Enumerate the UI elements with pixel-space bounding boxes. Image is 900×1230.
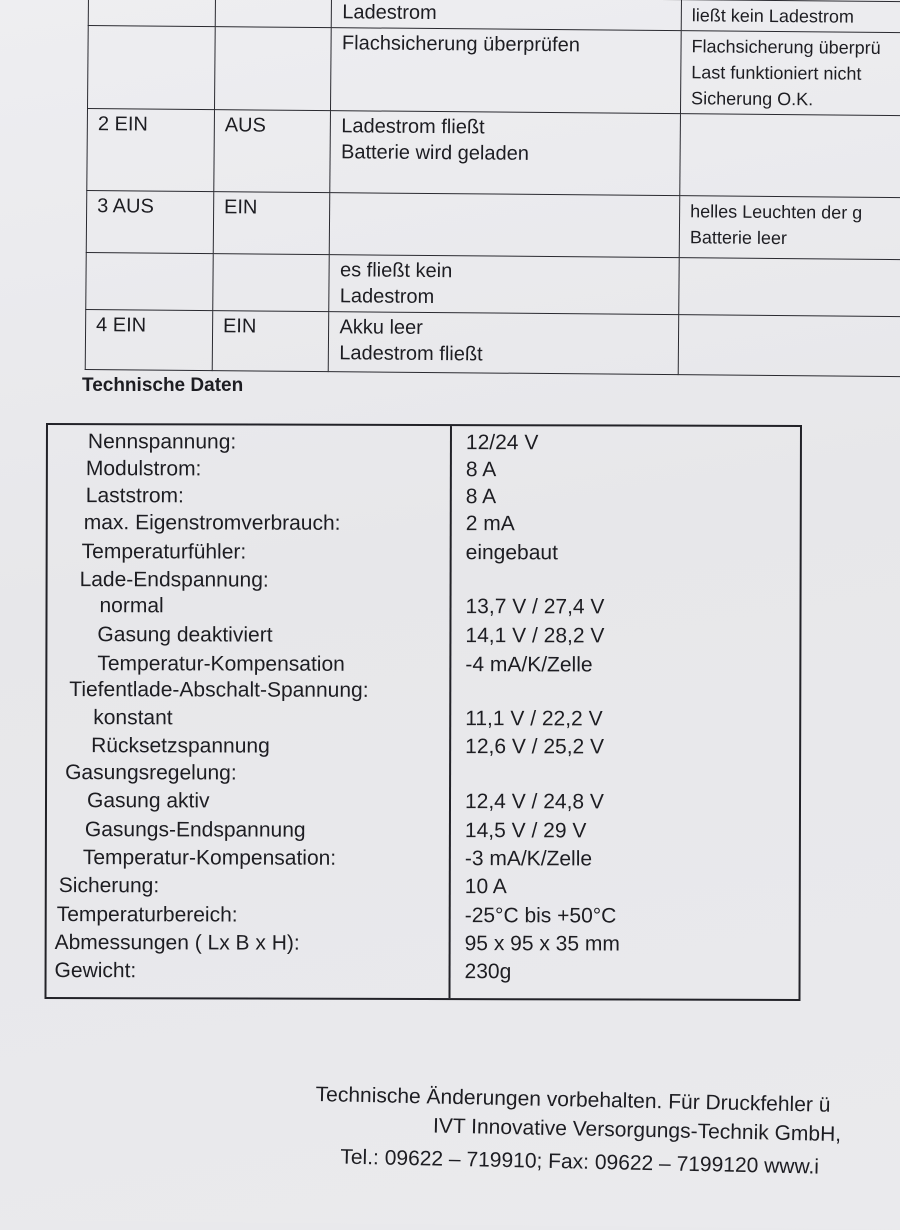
status-table xyxy=(85,0,900,377)
status-cell-line: Batterie wird geladen xyxy=(340,141,530,165)
tech-value: 14,5 V / 29 V xyxy=(464,819,587,843)
status-cell xyxy=(330,111,680,196)
status-cell-line xyxy=(691,116,900,118)
status-cell-line: Sicherung O.K. xyxy=(691,88,814,110)
tech-value: -3 mA/K/Zelle xyxy=(464,847,593,871)
tech-value: 10 A xyxy=(464,875,507,899)
status-cell-line: Ladestrom xyxy=(342,1,437,25)
status-cell-line xyxy=(690,260,900,262)
status-cell xyxy=(332,0,682,31)
tech-label: Gasung aktiv xyxy=(86,789,210,813)
tech-label: Temperatur-Kompensation xyxy=(97,652,345,676)
status-cell-line: Akku leer xyxy=(339,316,423,339)
tech-row xyxy=(47,675,799,706)
status-cell-line: Ladestrom xyxy=(339,285,435,309)
tech-value: eingebaut xyxy=(465,541,558,565)
footer-contact: Tel.: 09622 – 719910; Fax: 09622 – 7199120 www.i xyxy=(340,1145,820,1179)
tech-row xyxy=(47,843,799,874)
status-cell xyxy=(213,254,330,312)
tech-row xyxy=(47,900,799,931)
status-cell xyxy=(88,0,215,27)
tech-value: 230g xyxy=(464,960,512,984)
tech-value: 8 A xyxy=(465,458,497,482)
status-row xyxy=(88,26,900,116)
status-row xyxy=(86,252,900,316)
status-cell-line: ließt kein Ladestrom xyxy=(691,5,854,27)
status-cell-line xyxy=(99,28,207,29)
status-cell-line xyxy=(341,195,672,198)
status-cell xyxy=(214,27,331,111)
status-cell xyxy=(329,312,679,375)
status-cell xyxy=(212,311,329,372)
status-cell-line: 3 AUS xyxy=(97,195,154,218)
status-cell-line: 4 EIN xyxy=(96,314,147,337)
tech-row xyxy=(48,508,800,539)
tech-row xyxy=(47,786,799,817)
tech-value: 11,1 V / 22,2 V xyxy=(465,707,603,731)
status-cell-line: Batterie leer xyxy=(689,227,788,249)
tech-value: -25°C bis +50°C xyxy=(464,904,617,928)
status-cell-line: EIN xyxy=(222,315,257,338)
tech-label: Modulstrom: xyxy=(85,457,202,481)
tech-label: Lade-Endspannung: xyxy=(79,568,269,592)
status-cell xyxy=(331,28,681,114)
tech-row xyxy=(47,815,799,846)
status-cell-line: EIN xyxy=(223,196,258,219)
tech-row xyxy=(47,703,799,734)
tech-row xyxy=(47,956,799,987)
tech-label: Rücksetzspannung xyxy=(91,734,270,758)
tech-label: Laststrom: xyxy=(85,484,184,508)
status-row xyxy=(86,190,900,259)
tech-row xyxy=(48,537,800,568)
status-cell xyxy=(214,110,331,193)
tech-label: Gewicht: xyxy=(54,959,137,983)
status-cell-line: 2 EIN xyxy=(97,113,148,136)
tech-label: Gasung deaktiviert xyxy=(97,623,273,647)
footer-company: IVT Innovative Versorgungs-Technik GmbH, xyxy=(432,1114,842,1147)
status-row xyxy=(87,109,900,198)
tech-value: 95 x 95 x 35 mm xyxy=(464,932,620,956)
status-cell xyxy=(678,315,900,377)
tech-value: 8 A xyxy=(465,485,497,509)
tech-row xyxy=(47,928,799,959)
status-cell-line: es fließt kein xyxy=(339,259,453,283)
tech-data-table xyxy=(44,423,802,1001)
tech-label: Tiefentlade-Abschalt-Spannung: xyxy=(69,678,369,702)
status-cell-line xyxy=(689,317,900,319)
tech-heading: Technische Daten xyxy=(82,375,244,396)
tech-label: Gasungs-Endspannung xyxy=(84,818,306,842)
tech-row xyxy=(47,758,799,789)
tech-value: 12,4 V / 24,8 V xyxy=(464,790,604,814)
tech-value: 13,7 V / 27,4 V xyxy=(465,595,605,619)
tech-label: Temperaturbereich: xyxy=(56,903,238,927)
tech-label: Nennspannung: xyxy=(87,430,237,454)
status-cell xyxy=(87,109,215,192)
status-cell-line xyxy=(226,29,323,30)
status-cell-line: Last funktioniert nicht xyxy=(691,62,862,84)
tech-label: Abmessungen ( Lx B x H): xyxy=(54,931,300,955)
status-cell xyxy=(680,114,900,198)
status-cell-line: Flachsicherung überprüfen xyxy=(341,32,580,57)
tech-label: normal xyxy=(99,594,164,618)
tech-row xyxy=(47,591,799,622)
status-cell-line xyxy=(97,255,205,256)
tech-value: 2 mA xyxy=(465,512,515,536)
tech-label: Gasungsregelung: xyxy=(65,761,237,785)
status-cell xyxy=(86,190,213,253)
tech-label: max. Eigenstromverbrauch: xyxy=(83,511,341,535)
tech-value: 14,1 V / 28,2 V xyxy=(465,624,605,648)
status-cell xyxy=(679,196,900,260)
status-cell xyxy=(679,258,900,317)
tech-label: Sicherung: xyxy=(58,874,160,898)
tech-value: 12,6 V / 25,2 V xyxy=(465,735,605,759)
status-cell-line: Ladestrom fließt xyxy=(339,342,483,366)
status-cell-line xyxy=(224,256,321,257)
tech-row xyxy=(47,620,799,651)
status-cell-line: helles Leuchten der g xyxy=(690,201,863,223)
status-cell xyxy=(329,255,679,315)
status-row xyxy=(85,309,900,376)
tech-value: -4 mA/K/Zelle xyxy=(465,653,593,677)
status-cell xyxy=(88,26,216,110)
status-cell xyxy=(86,252,213,310)
tech-label: Temperatur-Kompensation: xyxy=(82,846,337,870)
footer xyxy=(314,1080,900,1180)
footer-disclaimer: Technische Änderungen vorbehalten. Für Druckfehler ü xyxy=(315,1082,831,1117)
status-cell xyxy=(215,0,332,28)
status-cell xyxy=(213,192,330,255)
status-cell-line: AUS xyxy=(224,114,266,137)
tech-value: 12/24 V xyxy=(465,431,539,455)
status-cell xyxy=(85,309,212,370)
tech-row xyxy=(47,871,799,902)
status-cell-line: Ladestrom fließt xyxy=(341,115,485,139)
status-cell xyxy=(330,193,680,258)
status-cell-line: Flachsicherung überprü xyxy=(691,36,881,58)
status-cell xyxy=(681,0,900,33)
status-cell xyxy=(680,31,900,116)
tech-label: Temperaturfühler: xyxy=(81,540,247,564)
tech-label: konstant xyxy=(93,706,173,730)
